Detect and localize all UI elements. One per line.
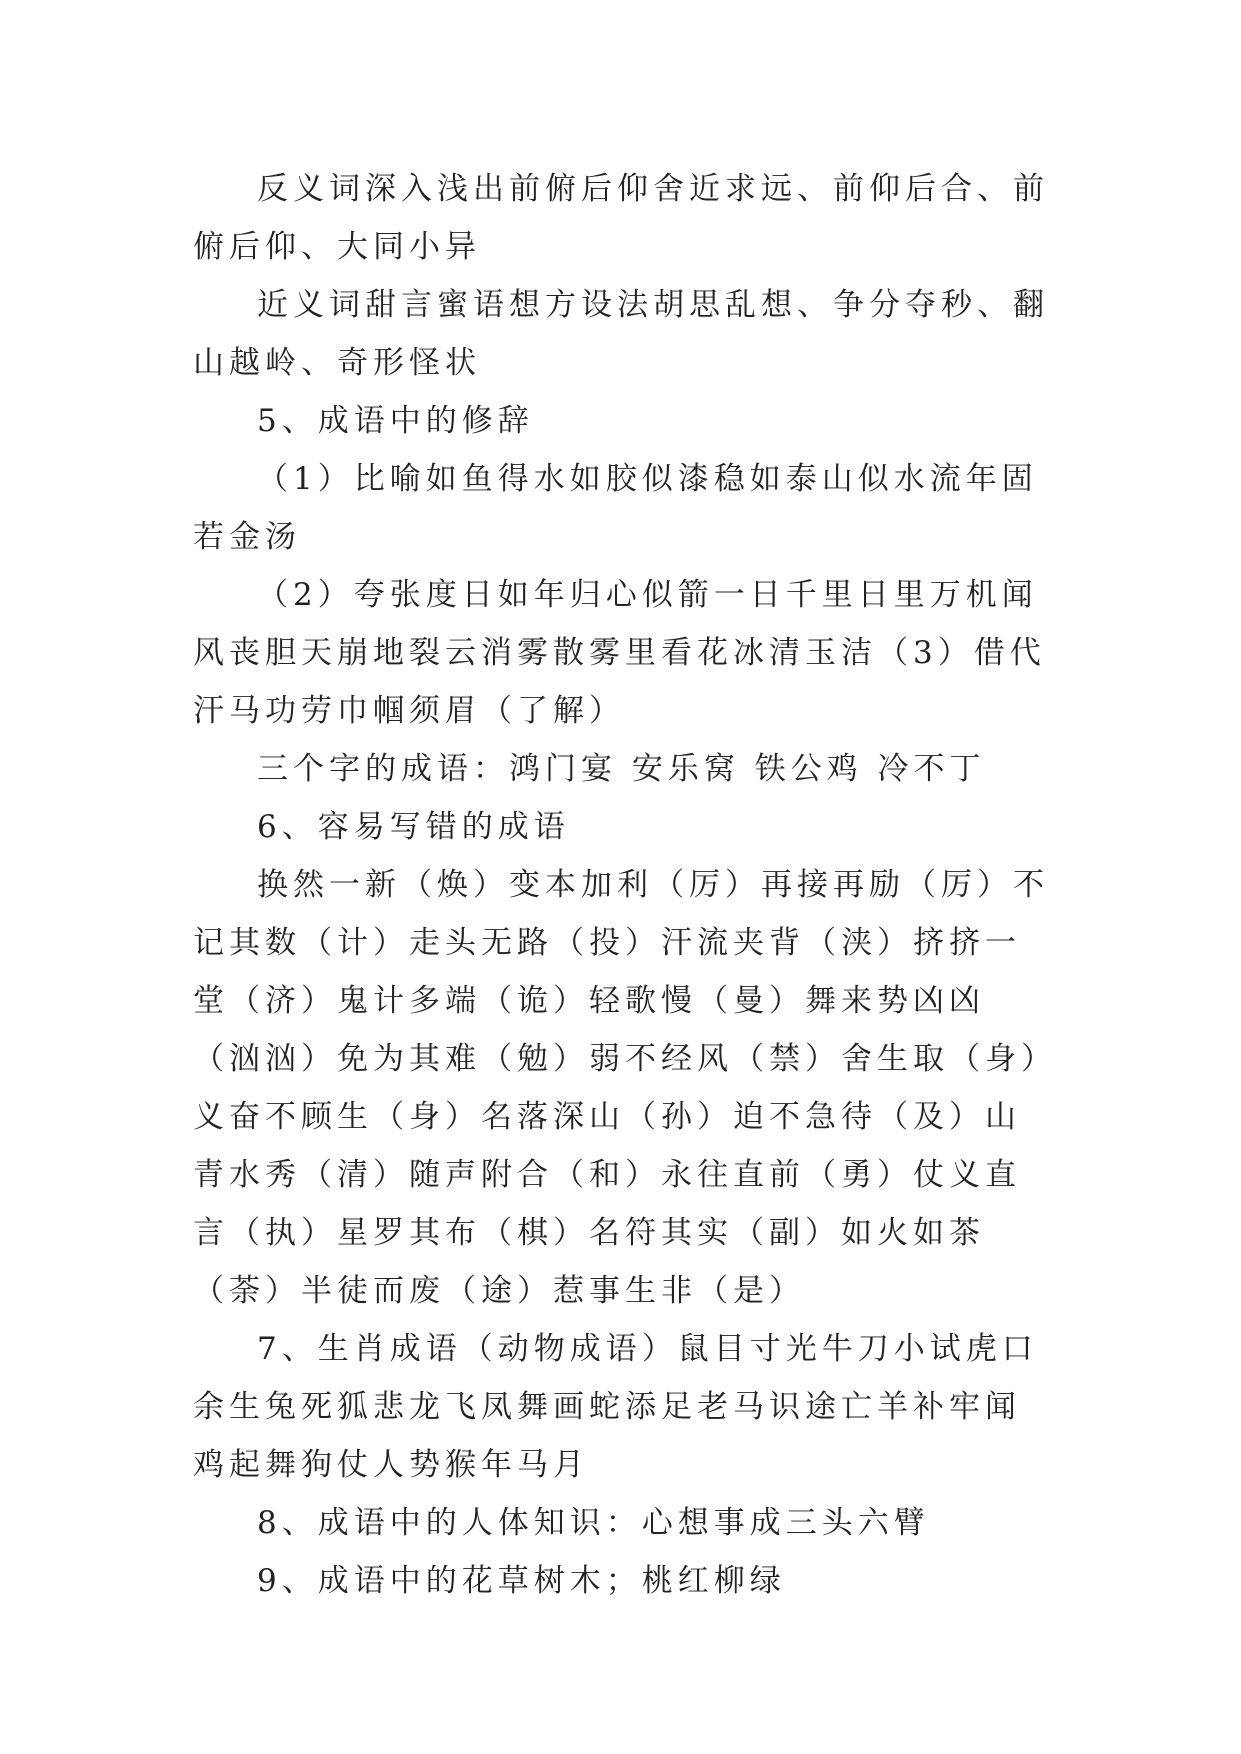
paragraph-antonyms: 反义词深入浅出前俯后仰舍近求远、前仰后合、前俯后仰、大同小异: [193, 171, 1049, 265]
paragraph-zodiac-idioms: 7、生肖成语（动物成语）鼠目寸光牛刀小试虎口余生兔死狐悲龙飞凤舞画蛇添足老马识途亡羊补牢闻鸡起舞狗仗人势猴年马月: [193, 1331, 1038, 1483]
paragraph-common-mistakes: 换然一新（焕）变本加利（厉）再接再励（厉）不记其数（计）走头无路（投）汗流夹背（浃）挤挤一堂（济）鬼计多端（诡）轻歌慢（曼）舞来势凶凶（汹汹）免为其难（勉）弱不经风（禁）舍生取（身）义奋不顾生（身）名落深山（孙）迫不急待（及）山青水秀（清）随声附合（和）永往直前（勇）仗义直言（执）星罗其布（棋）名符其实（副）如火如茶（荼）半徒而废（途）惹事生非（是）: [193, 867, 1049, 1309]
paragraph-hyperbole: （2）夸张度日如年归心似箭一日千里日里万机闻风丧胆天崩地裂云消雾散雾里看花冰清玉洁（3）借代汗马功劳巾帼须眉（了解）: [193, 577, 1046, 729]
heading-rhetoric: 5、成语中的修辞: [257, 403, 534, 439]
paragraph-three-char-idioms: 三个字的成语：鸿门宴 安乐窝 铁公鸡 冷不丁: [257, 751, 986, 787]
paragraph-synonyms: 近义词甜言蜜语想方设法胡思乱想、争分夺秒、翻山越岭、奇形怪状: [193, 287, 1049, 381]
document-body: [193, 160, 1053, 1610]
paragraph-plant-idioms: 9、成语中的花草树木；桃红柳绿: [257, 1563, 786, 1599]
paragraph-body-idioms: 8、成语中的人体知识：心想事成三头六臂: [257, 1505, 930, 1541]
paragraph-metaphor: （1）比喻如鱼得水如胶似漆稳如泰山似水流年固若金汤: [193, 461, 1038, 555]
heading-common-mistakes: 6、容易写错的成语: [257, 809, 570, 845]
